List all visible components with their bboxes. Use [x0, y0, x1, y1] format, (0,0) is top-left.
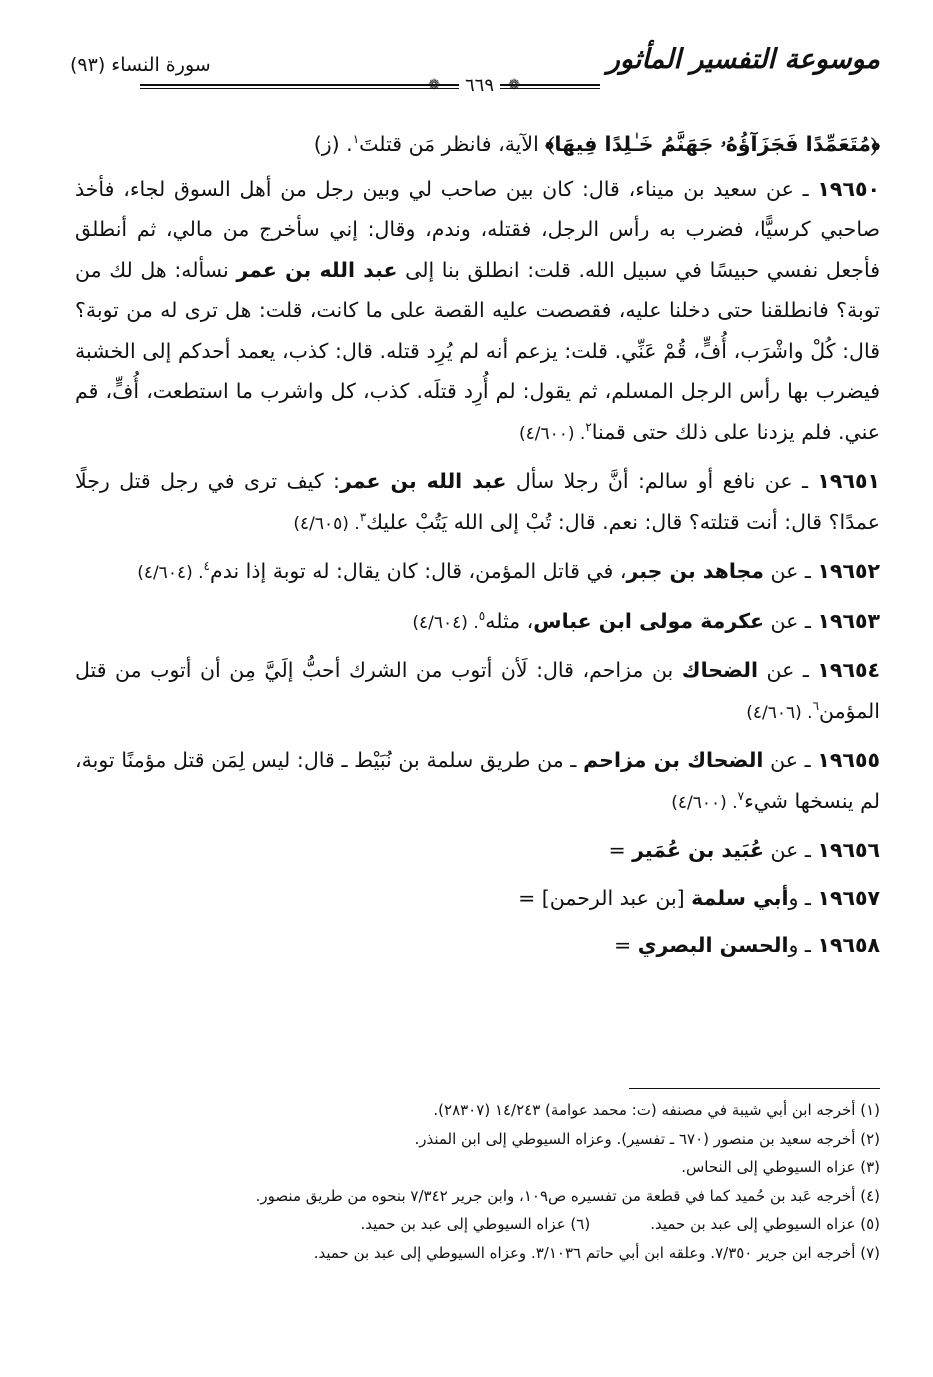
volume-reference: . (٤/٦٠٤)	[137, 563, 204, 583]
entry-text: ـ عن سعيد بن ميناء، قال: كان بين صاحب لي وبين رجل من أهل السوق لجاء، فأخذ صاحبي كرسيًّا، فضرب به رأس الرجل، فقتله، وندم، وقال: إني سأخرج من مالي، ثم أنطلق فأجعل نفسي حبيسًا في سبيل الله. قلت: انطلق بنا إلى	[75, 176, 880, 282]
page-header	[70, 44, 880, 94]
entry-text: ـ و	[788, 933, 811, 957]
entry-number: ١٩٦٥٣	[817, 608, 880, 633]
footnote-7: (٧) أخرجه ابن جرير ٧/٣٥٠. وعلقه ابن أبي حاتم ٣/١٠٣٦. وعزاه السيوطي إلى عبد بن حميد.	[313, 1243, 880, 1262]
hadith-entry	[75, 601, 880, 644]
entry-number: ١٩٦٥١	[817, 469, 880, 493]
entry-number: ١٩٦٥٥	[817, 748, 880, 772]
narrator-name: الضحاك بن مزاحم	[583, 748, 764, 772]
footnote-3: (٣) عزاه السيوطي إلى النحاس.	[681, 1158, 880, 1176]
entry-text: ـ عن	[764, 838, 811, 862]
ornament-icon: ❁	[508, 77, 520, 93]
footnote-marker: ٤	[203, 559, 210, 574]
narrator-name: مجاهد بن جبر	[626, 559, 765, 583]
entry-text-cont: ـ من طريق سلمة بن نُبَيْط ـ قال: ليس لِمَن قتل مؤمنًا توبة، لم ينسخها شيء	[75, 748, 880, 813]
entry-text-cont: : كيف ترى في رجل قتل رجلًا عمدًا؟ قال: أنت قتلته؟ قال: نعم. قال: تُبْ إلى الله يَتُبْ عليك	[75, 469, 880, 534]
footnotes	[60, 1096, 880, 1267]
volume-reference: . (٤/٦٠٦)	[746, 702, 813, 723]
entry-text-cont: بن مزاحم، قال: لَأن أتوب من الشرك أحبُّ إلَيَّ مِن أن أتوب من قتل المؤمن	[75, 658, 880, 723]
entry-number: ١٩٦٥٠	[817, 176, 880, 201]
narrator-name: عكرمة مولى ابن عباس	[533, 608, 765, 633]
entry-text-cont: ، مثله	[485, 608, 534, 633]
hadith-entry	[75, 925, 880, 966]
entry-text: ـ عن	[764, 559, 811, 583]
entry-number: ١٩٦٥٦	[817, 838, 880, 862]
intro-tail: . (ز)	[313, 132, 353, 156]
footnote-6: (٦) عزاه السيوطي إلى عبد بن حميد.	[360, 1215, 591, 1233]
entry-number: ١٩٦٥٨	[817, 933, 880, 957]
volume-reference: . (٤/٦٠٠)	[671, 792, 738, 813]
narrator-name: عبد الله بن عمر	[236, 257, 398, 282]
footnote-marker: ٥	[478, 608, 486, 623]
hadith-entry	[75, 551, 880, 594]
entry-text: ـ و	[788, 885, 811, 910]
quran-verse: ﴿مُتَعَمِّدًا فَجَزَآؤُهُۥ جَهَنَّمُ خَـٰلِدًا فِيهَا﴾	[545, 132, 880, 156]
narrator-name: الحسن البصري	[637, 933, 789, 957]
narrator-name: عبد الله بن عمر	[339, 469, 507, 493]
entry-text-cont: =	[608, 838, 633, 862]
footnote-4: (٤) أخرجه عَبد بن حُميد كما في قطعة من تفسيره ص١٠٩، وابن جرير ٧/٣٤٢ بنحوه من طريق منصور.	[255, 1186, 880, 1205]
header-rule-left	[140, 84, 440, 89]
volume-reference: . (٤/٦٠٤)	[412, 612, 479, 633]
entry-text: ـ عن	[763, 748, 811, 772]
entry-text-cont: [بن عبد الرحمن] =	[518, 885, 692, 910]
footnote-marker: ٢	[585, 419, 592, 434]
surah-label: سورة النساء (٩٣)	[70, 54, 211, 76]
hadith-entry	[75, 830, 880, 871]
volume-reference: . (٤/٦٠٠)	[518, 423, 586, 444]
hadith-entry	[75, 878, 880, 919]
entry-text: ـ عن نافع أو سالم: أنَّ رجلا سأل	[506, 469, 808, 493]
entry-text-cont: نسأله: هل لك من توبة؟ فانطلقنا حتى دخلنا عليه، فقصصت عليه القصة على ما كانت، قلت: هل ترى له من توبة؟ قال: كُلْ واشْرَب، أُفٍّ، قُمْ عَنِّي. قلت: يزعم أنه لم يُرِد قتله. قال: كذب، يعمد أحدكم إلى الخشبة فيضرب بها رأس الرجل المسلم، ثم يقول: لم أُرِد قتلَه. كذب، كل واشرب ما استطعت، أُفٍّ، قم عني. فلم يزدنا على ذلك حتى قمنا	[75, 257, 880, 444]
narrator-name: الضحاك	[681, 658, 758, 682]
main-text	[75, 124, 880, 973]
ornament-icon: ❁	[428, 77, 440, 93]
entry-text-cont: ، في قاتل المؤمن، قال: كان يقال: له توبة إذا ندم	[210, 559, 627, 583]
hadith-entry	[75, 169, 880, 455]
footnote-pair	[60, 1210, 880, 1239]
footnote-5: (٥) عزاه السيوطي إلى عبد بن حميد.	[650, 1215, 880, 1233]
entry-number: ١٩٦٥٧	[817, 885, 880, 910]
entry-text-cont: =	[614, 933, 638, 957]
narrator-name: عُبَيد بن عُمَير	[632, 838, 765, 862]
entry-number: ١٩٦٥٤	[817, 658, 880, 682]
footnote-marker: ٣	[359, 509, 367, 524]
footnote-1: (١) أخرجه ابن أبي شيبة في مصنفه (ت: محمد عوامة) ١٤/٢٤٣ (٢٨٣٠٧).	[433, 1101, 880, 1119]
hadith-entry	[75, 740, 880, 823]
hadith-entry	[75, 461, 880, 544]
footnote-marker: ٦	[812, 698, 820, 713]
volume-reference: . (٤/٦٠٥)	[293, 513, 360, 534]
footnote-2: (٢) أخرجه سعيد بن منصور (٦٧٠ ـ تفسير). وعزاه السيوطي إلى ابن المنذر.	[414, 1129, 880, 1148]
page-number: ٦٦٩	[459, 75, 500, 96]
narrator-name: أبي سلمة	[691, 885, 789, 910]
hadith-entry	[75, 650, 880, 733]
footnote-separator	[629, 1088, 880, 1089]
footnote-marker: ١	[352, 132, 360, 147]
entry-text: ـ عن	[757, 658, 809, 682]
footnote-marker: ٧	[737, 788, 745, 803]
entry-number: ١٩٦٥٢	[817, 559, 880, 583]
entry-text: ـ عن	[764, 608, 811, 633]
intro-text: الآية، فانظر مَن قتلتَ	[359, 132, 546, 156]
intro-line	[75, 124, 880, 165]
book-title: موسوعة التفسير المأثور	[606, 44, 880, 75]
